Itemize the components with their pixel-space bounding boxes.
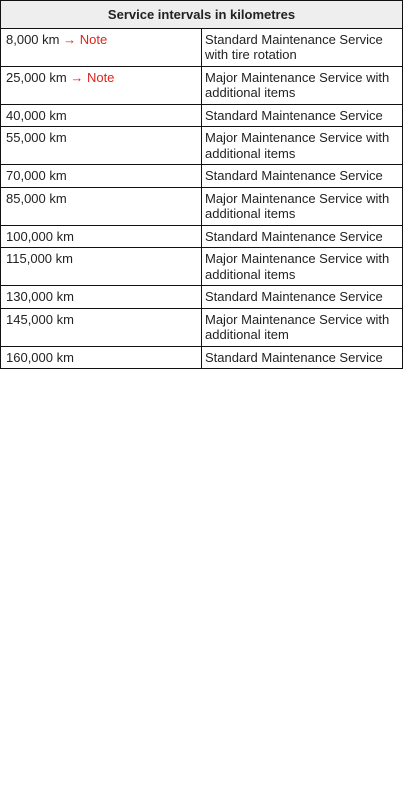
table-row [1,187,403,225]
interval-value: 8,000 km [6,31,60,47]
table-header-row [1,1,403,29]
service-cell: Standard Maintenance Service [202,104,403,127]
table-row [1,66,403,104]
interval-cell [1,66,202,104]
service-cell: Major Maintenance Service with additional item [202,308,403,346]
service-cell: Standard Maintenance Service [202,286,403,309]
service-cell: Standard Maintenance Service [202,165,403,188]
interval-cell: 160,000 km [1,346,202,369]
note-link[interactable]: Note [86,69,115,85]
table-row [1,165,403,188]
service-cell: Standard Maintenance Service [202,346,403,369]
interval-cell: 100,000 km [1,225,202,248]
interval-cell: 145,000 km [1,308,202,346]
table-row [1,127,403,165]
interval-cell: 55,000 km [1,127,202,165]
interval-cell: 115,000 km [1,248,202,286]
table-header: Service intervals in kilometres [1,1,403,29]
service-intervals-table-wrap [0,0,403,369]
table-row [1,104,403,127]
table-row [1,346,403,369]
interval-cell: 85,000 km [1,187,202,225]
table-row [1,248,403,286]
table-row [1,308,403,346]
service-cell: Major Maintenance Service with additional items [202,66,403,104]
service-intervals-table [0,0,403,369]
service-cell: Standard Maintenance Service [202,225,403,248]
interval-cell: 40,000 km [1,104,202,127]
interval-value: 25,000 km [6,69,67,85]
arrow-right-icon: → [70,69,84,85]
table-row [1,225,403,248]
interval-cell: 70,000 km [1,165,202,188]
interval-cell [1,28,202,66]
service-cell: Major Maintenance Service with additional items [202,127,403,165]
service-cell: Standard Maintenance Service with tire rotation [202,28,403,66]
service-cell: Major Maintenance Service with additional items [202,187,403,225]
note-link[interactable]: Note [79,31,108,47]
arrow-right-icon: → [63,31,77,47]
service-cell: Major Maintenance Service with additional items [202,248,403,286]
table-row [1,286,403,309]
interval-cell: 130,000 km [1,286,202,309]
table-row [1,28,403,66]
